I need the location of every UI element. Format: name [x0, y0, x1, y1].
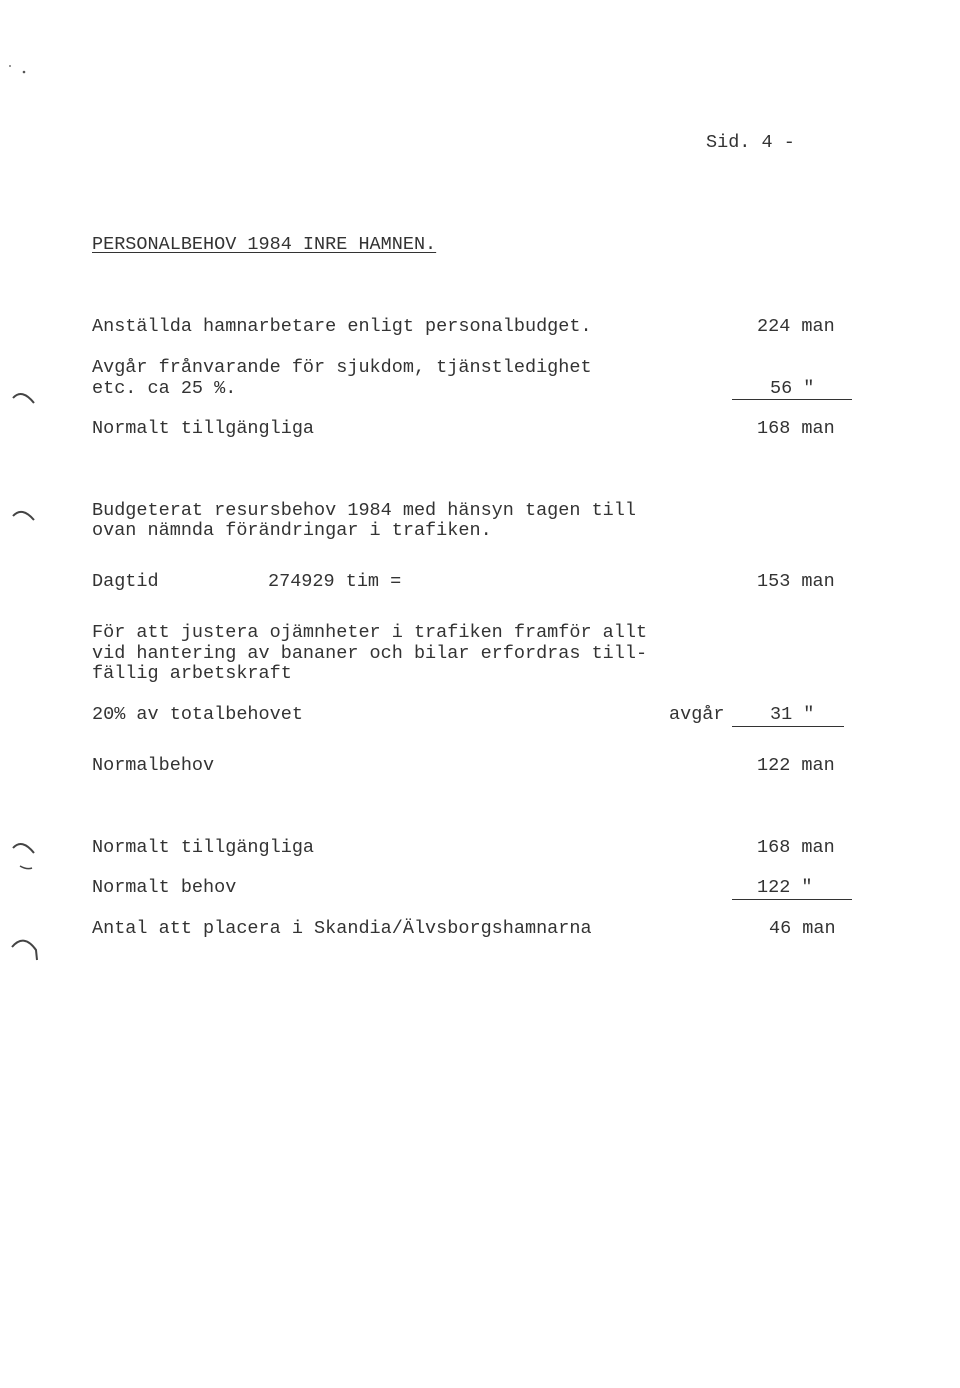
paragraph-line3: fällig arbetskraft [92, 663, 292, 684]
absence-value: 56 " [770, 378, 815, 399]
employed-value: 224 man [757, 316, 835, 337]
absence-label-line2: etc. ca 25 %. [92, 378, 237, 399]
document-title: PERSONALBEHOV 1984 INRE HAMNEN. [92, 234, 437, 255]
budget-intro-line1: Budgeterat resursbehov 1984 med hänsyn tagen till [92, 500, 636, 521]
page-number: Sid. 4 - [706, 132, 795, 153]
paragraph-line1: För att justera ojämnheter i trafiken framför allt [92, 622, 648, 643]
normal-need-label: Normalbehov [92, 755, 215, 776]
paragraph-line2: vid hantering av bananer och bilar erfordras till- [92, 643, 648, 664]
percentage-avgar: avgår [669, 704, 725, 725]
daytime-label: Dagtid [92, 571, 159, 592]
daytime-hours: 274929 tim = [268, 571, 402, 592]
summary-need-label: Normalt behov [92, 877, 237, 898]
available-value: 168 man [757, 418, 835, 439]
percentage-label: 20% av totalbehovet [92, 704, 303, 725]
summary-available-value: 168 man [757, 837, 835, 858]
daytime-value: 153 man [757, 571, 835, 592]
summary-placement-value: 46 man [769, 918, 836, 939]
absence-label-line1: Avgår frånvarande för sjukdom, tjänstledighet [92, 357, 592, 378]
budget-intro-line2: ovan nämnda förändringar i trafiken. [92, 520, 492, 541]
percentage-value: 31 " [770, 704, 815, 725]
normal-need-value: 122 man [757, 755, 835, 776]
employed-label: Anställda hamnarbetare enligt personalbudget. [92, 316, 592, 337]
summary-need-value: 122 " [757, 877, 813, 898]
summary-placement-label: Antal att placera i Skandia/Älvsborgshamnarna [92, 918, 592, 939]
summary-available-label: Normalt tillgängliga [92, 837, 315, 858]
available-label: Normalt tillgängliga [92, 418, 315, 439]
